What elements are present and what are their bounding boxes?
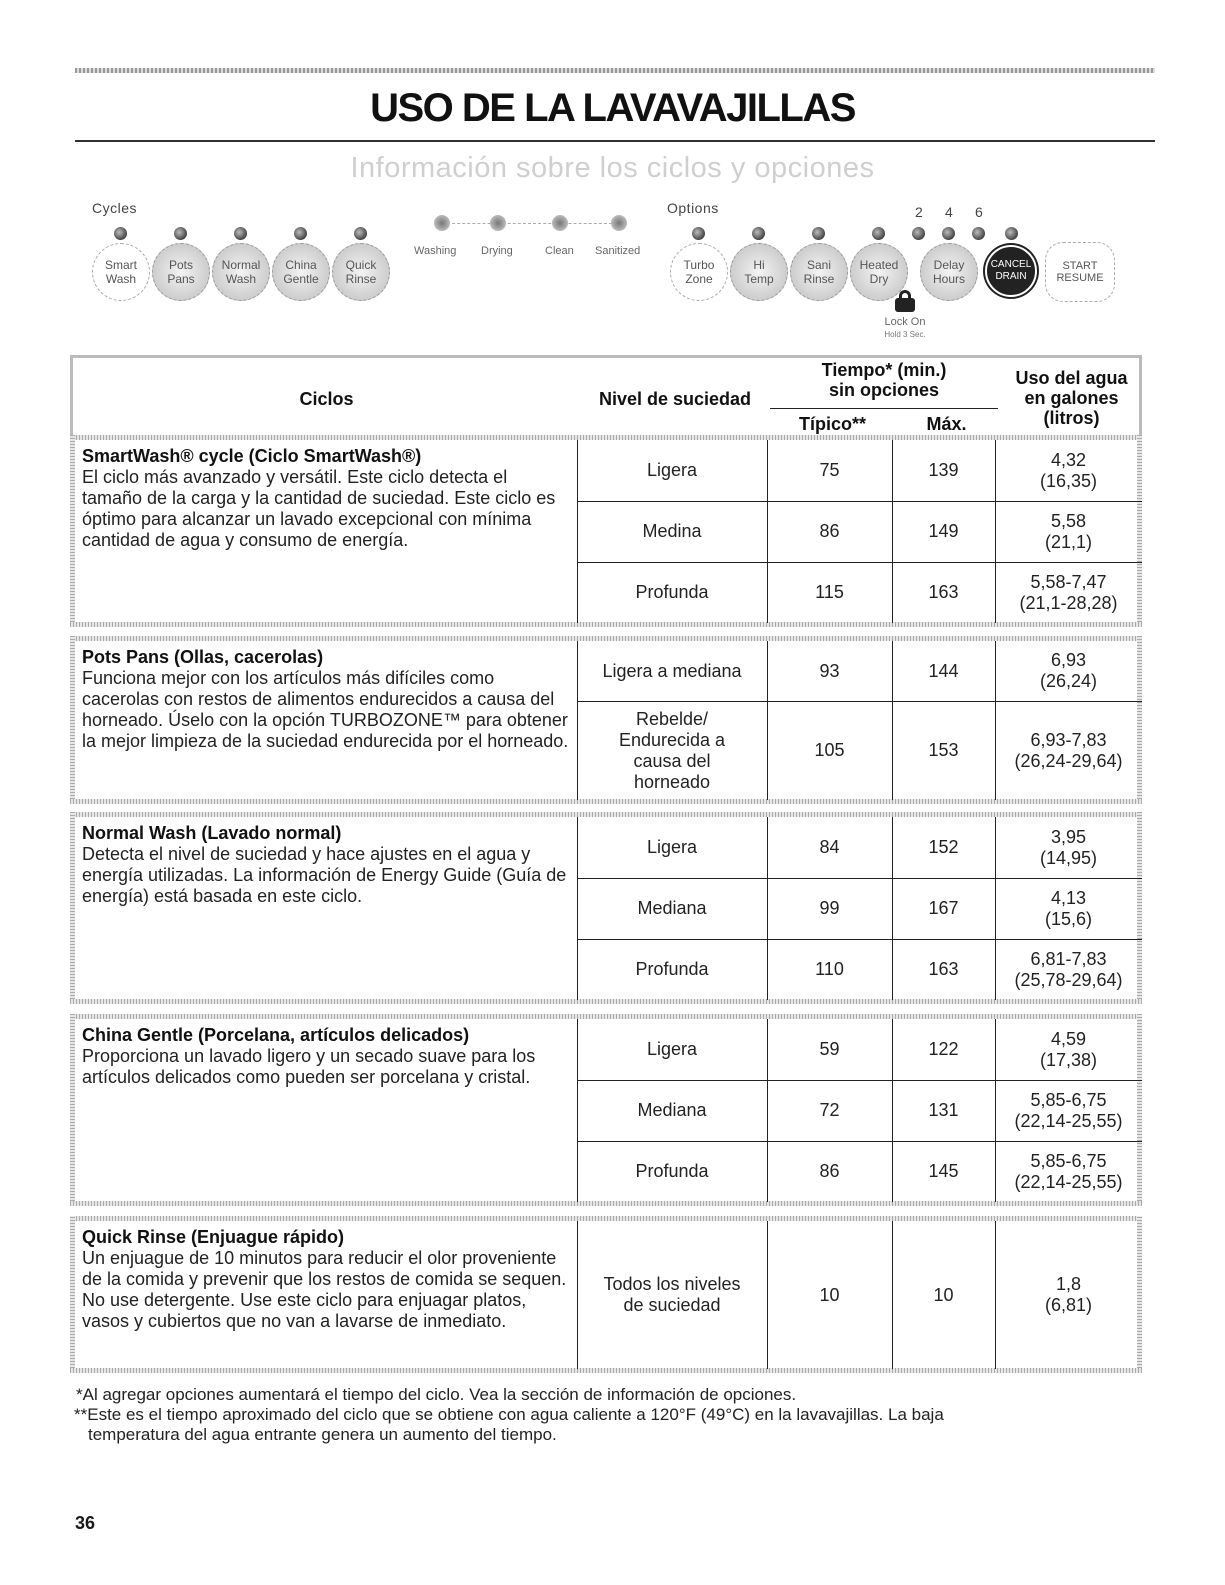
button-label: DRAIN: [995, 271, 1027, 282]
lock-hold-label: Hold 3 Sec.: [884, 330, 926, 339]
water-use-cell: [995, 501, 1142, 562]
water-liters: (26,24-29,64): [1014, 750, 1123, 771]
soil-level-cell: Ligera: [646, 837, 698, 857]
water-use-cell: [995, 1141, 1142, 1202]
water-gallons: 4,59: [1050, 1028, 1087, 1049]
water-gallons: 5,58-7,47: [1030, 571, 1107, 592]
cycle-description: Detecta el nivel de suciedad y hace ajustes en el agua y energía utilizadas. La información de Energy Guide (Guía de energía) está basada en este ciclo.: [82, 844, 567, 906]
water-use-cell: [995, 440, 1142, 501]
button-label: CANCEL: [990, 259, 1032, 270]
water-use-cell: [995, 817, 1142, 878]
max-time-cell: 10: [933, 1284, 954, 1305]
button-label: Hours: [932, 272, 965, 286]
button-label: Turbo: [683, 258, 715, 272]
button-label: Wash: [105, 272, 137, 286]
block-border-left: [70, 636, 75, 799]
start-resume-button[interactable]: [1045, 242, 1115, 302]
max-time-cell: 144: [928, 660, 959, 681]
water-use-cell: [995, 562, 1142, 623]
status-connector: [442, 223, 617, 224]
soil-level-cell: Profunda: [635, 959, 709, 979]
water-use-cell: [995, 1221, 1142, 1369]
header-tipico: Típico**: [798, 414, 866, 434]
cycle-name: Quick Rinse (Enjuague rápido): [82, 1227, 345, 1247]
button-label: Quick: [345, 258, 377, 272]
status-drying: Drying: [481, 245, 513, 257]
water-gallons: 6,93-7,83: [1030, 729, 1107, 750]
soil-level-cell: Rebelde/ Endurecida a causa del horneado: [618, 708, 726, 792]
delay-hours-button[interactable]: [920, 243, 978, 301]
led-indicator: [972, 227, 985, 240]
header-ciclos: Ciclos: [299, 389, 354, 409]
button-label: Delay: [933, 258, 965, 272]
typical-time-cell: 75: [819, 460, 840, 480]
button-label: Wash: [225, 272, 257, 286]
cycle-description-cell: [82, 647, 572, 752]
button-label: Pans: [167, 272, 195, 286]
water-use-cell: [995, 1019, 1142, 1080]
button-label: Zone: [685, 272, 713, 286]
soil-level-cell: Profunda: [635, 582, 709, 602]
soil-level-cell: Profunda: [635, 1161, 709, 1181]
title-rule: [75, 140, 1155, 142]
typical-time-cell: 115: [815, 582, 844, 602]
led-indicator: [294, 227, 307, 240]
max-time-cell: 149: [928, 521, 959, 541]
china-gentle-button[interactable]: [272, 243, 330, 301]
typical-time-cell: 93: [819, 660, 840, 681]
button-label: Rinse: [345, 272, 377, 286]
max-time-cell: 152: [928, 837, 959, 857]
footnote-1: *Al agregar opciones aumentará el tiempo del ciclo. Vea la sección de información de opciones.: [76, 1385, 797, 1404]
water-gallons: 4,32: [1050, 449, 1087, 470]
max-time-cell: 131: [928, 1100, 959, 1120]
button-label: RESUME: [1056, 272, 1104, 284]
block-border-left: [70, 435, 75, 622]
normal-wash-button[interactable]: [212, 243, 270, 301]
cycle-description-cell: [82, 1227, 572, 1332]
header-nivel: Nivel de suciedad: [598, 389, 752, 409]
typical-time-cell: 105: [814, 740, 845, 760]
typical-time-cell: 59: [819, 1039, 840, 1059]
header-max: Máx.: [926, 414, 967, 434]
water-liters: (25,78-29,64): [1014, 969, 1123, 990]
max-time-cell: 139: [928, 460, 959, 480]
water-liters: (26,24): [1039, 671, 1098, 691]
cycles-label: Cycles: [92, 200, 138, 216]
soil-level-cell: Ligera: [646, 460, 698, 480]
typical-time-cell: 84: [819, 837, 840, 857]
led-indicator: [234, 227, 247, 240]
typical-time-cell: 110: [815, 959, 844, 979]
cycle-description: El ciclo más avanzado y versátil. Este ciclo detecta el tamaño de la carga y la cantidad de suciedad. Este ciclo es óptimo para alcanzar un lavado excepcional con mínima cantidad de agua y consumo de energía.: [82, 467, 556, 550]
block-border-left: [70, 1216, 75, 1368]
lock-on-label: Lock On: [884, 316, 926, 328]
lock-icon: [895, 290, 915, 312]
led-indicator: [692, 227, 705, 240]
water-liters: (22,14-25,55): [1014, 1110, 1123, 1131]
button-label: START: [1062, 260, 1098, 272]
status-light: [490, 215, 506, 231]
header-agua: Uso del agua: [1015, 368, 1128, 388]
status-sanitized: Sanitized: [595, 245, 641, 257]
soil-level-cell: Medina: [642, 521, 702, 541]
delay-6: 6: [975, 204, 983, 220]
button-label: Rinse: [803, 272, 835, 286]
header-sin-opciones: sin opciones: [828, 380, 940, 400]
typical-time-cell: 99: [819, 898, 840, 918]
water-gallons: 5,85-6,75: [1030, 1089, 1107, 1110]
quick-rinse-button[interactable]: [332, 243, 390, 301]
max-time-cell: 153: [928, 740, 959, 760]
cycle-description-cell: [82, 823, 572, 907]
page-title: USO DE LA LAVAVAJILLAS: [370, 86, 855, 130]
hi-temp-button[interactable]: [730, 243, 788, 301]
typical-time-cell: 86: [819, 521, 840, 541]
delay-4: 4: [945, 204, 953, 220]
pots-pans-button[interactable]: [152, 243, 210, 301]
footnote-2-cont: temperatura del agua entrante genera un aumento del tiempo.: [88, 1425, 557, 1444]
water-liters: (21,1): [1044, 531, 1093, 552]
cycle-description-cell: [82, 1025, 572, 1088]
water-use-cell: [995, 939, 1142, 1000]
status-light: [611, 215, 627, 231]
button-label: Normal: [221, 258, 261, 272]
button-label: Pots: [168, 258, 193, 272]
block-border-left: [70, 1014, 75, 1201]
led-indicator: [1005, 227, 1018, 240]
water-gallons: 6,93: [1050, 650, 1087, 670]
water-gallons: 5,85-6,75: [1030, 1150, 1107, 1171]
cycle-name: SmartWash® cycle (Ciclo SmartWash®): [82, 446, 422, 466]
footnote-2: **Este es el tiempo aproximado del ciclo que se obtiene con agua caliente a 120°F (49°C) en la lavavajillas. La baja: [74, 1405, 944, 1424]
cycle-description: Proporciona un lavado ligero y un secado suave para los artículos delicados como pueden ser porcelana y cristal.: [82, 1046, 536, 1087]
led-indicator: [354, 227, 367, 240]
typical-time-cell: 72: [819, 1100, 840, 1120]
water-liters: (21,1-28,28): [1019, 592, 1118, 613]
header-galones: en galones: [1024, 388, 1119, 408]
top-rule: [75, 68, 1155, 73]
cycle-description-cell: [82, 446, 572, 551]
button-label: Heated: [859, 258, 899, 272]
table-header: [70, 355, 1142, 440]
options-label: Options: [667, 200, 719, 216]
button-label: Sani: [806, 258, 832, 272]
page-number: 36: [75, 1513, 96, 1533]
status-light: [552, 215, 568, 231]
water-use-cell: [995, 878, 1142, 939]
typical-time-cell: 10: [819, 1284, 840, 1305]
page-subtitle: Información sobre los ciclos y opciones: [350, 152, 875, 184]
button-label: Hi: [753, 258, 765, 272]
water-liters: (15,6): [1044, 908, 1093, 929]
smart-wash-button[interactable]: [92, 243, 150, 301]
water-liters: (17,38): [1039, 1049, 1098, 1070]
max-time-cell: 145: [928, 1161, 959, 1181]
water-use-cell: [995, 641, 1142, 701]
header-divider: [770, 408, 998, 409]
water-use-cell: [995, 701, 1142, 800]
water-liters: (22,14-25,55): [1014, 1171, 1123, 1192]
button-label: China: [285, 258, 317, 272]
max-time-cell: 167: [928, 898, 959, 918]
max-time-cell: 163: [928, 959, 959, 979]
header-tiempo: Tiempo* (min.): [821, 360, 947, 380]
water-gallons: 5,58: [1050, 510, 1087, 531]
water-gallons: 1,8: [1055, 1274, 1082, 1294]
typical-time-cell: 86: [819, 1161, 840, 1181]
water-use-cell: [995, 1080, 1142, 1141]
button-label: Smart: [104, 258, 137, 272]
water-liters: (6,81): [1044, 1295, 1093, 1315]
water-liters: (14,95): [1039, 847, 1098, 868]
button-label: Dry: [869, 272, 889, 286]
led-indicator: [812, 227, 825, 240]
sani-rinse-button[interactable]: [790, 243, 848, 301]
header-litros: (litros): [1043, 408, 1100, 428]
water-gallons: 6,81-7,83: [1030, 948, 1107, 969]
cycle-description: Funciona mejor con los artículos más difíciles como cacerolas con restos de alimentos endurecidos a causa del horneado. Úselo con la opción TURBOZONE™ para obtener la mejor limpieza de la suciedad endurecida por el horneado.: [82, 668, 569, 751]
button-label: Temp: [744, 272, 774, 286]
status-clean: Clean: [545, 245, 574, 257]
soil-level-cell: Todos los niveles de suciedad: [603, 1274, 741, 1315]
soil-level-cell: Mediana: [637, 898, 707, 918]
soil-level-cell: Ligera a mediana: [602, 660, 742, 681]
delay-2: 2: [915, 204, 923, 220]
led-indicator: [872, 227, 885, 240]
water-gallons: 4,13: [1050, 887, 1087, 908]
led-indicator: [912, 227, 925, 240]
cycle-name: Pots Pans (Ollas, cacerolas): [82, 647, 324, 667]
turbo-zone-button[interactable]: [670, 243, 728, 301]
cycle-name: China Gentle (Porcelana, artículos delicados): [82, 1025, 470, 1045]
cycle-description: Un enjuague de 10 minutos para reducir el olor proveniente de la comida y prevenir que los restos de comida se sequen. No use detergente. Use este ciclo para enjuagar platos, vasos y cubiertos que no van a lavarse de inmediato.: [82, 1248, 567, 1331]
max-time-cell: 122: [928, 1039, 959, 1059]
water-liters: (16,35): [1039, 470, 1098, 491]
max-time-cell: 163: [928, 582, 959, 602]
led-indicator: [174, 227, 187, 240]
button-label: Gentle: [283, 272, 319, 286]
water-gallons: 3,95: [1050, 826, 1087, 847]
soil-level-cell: Ligera: [646, 1039, 698, 1059]
soil-level-cell: Mediana: [637, 1100, 707, 1120]
led-indicator: [752, 227, 765, 240]
led-indicator: [114, 227, 127, 240]
cycle-name: Normal Wash (Lavado normal): [82, 823, 342, 843]
led-indicator: [942, 227, 955, 240]
block-border-left: [70, 812, 75, 999]
status-light: [434, 215, 450, 231]
cancel-drain-button[interactable]: [985, 245, 1037, 297]
status-washing: Washing: [414, 245, 457, 257]
